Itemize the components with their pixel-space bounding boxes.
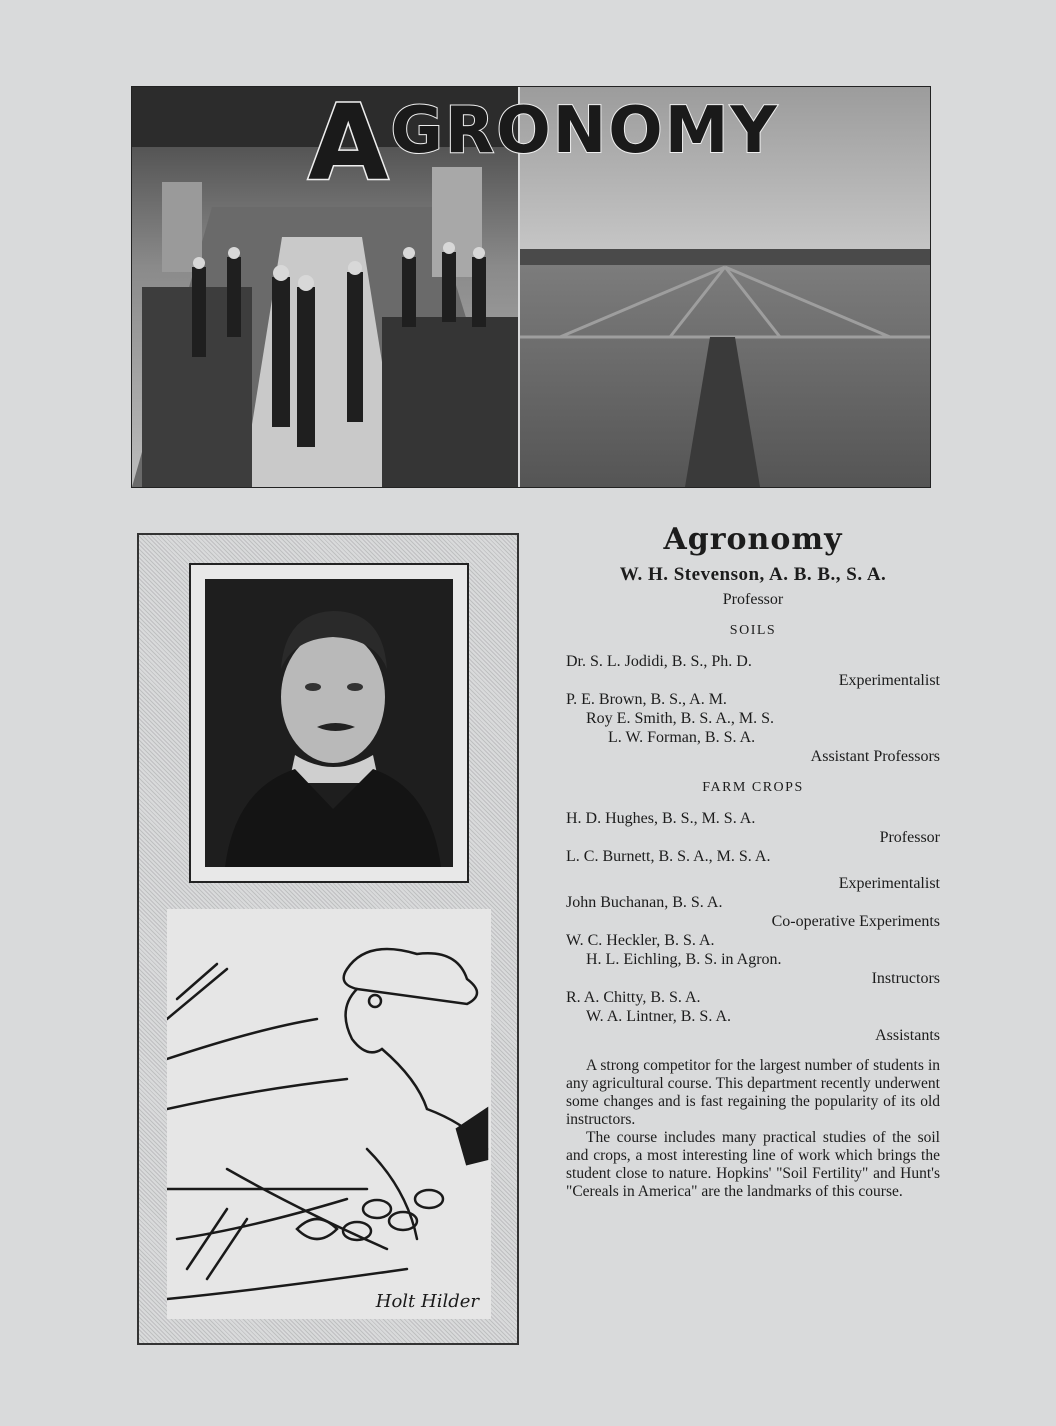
cartoon-signature: Holt Hilder	[375, 1291, 479, 1312]
banner-title-rest: GRONOMY	[390, 94, 779, 168]
banner-photos	[131, 86, 931, 488]
cartoon-panel	[167, 909, 491, 1319]
spacer	[566, 866, 940, 874]
faculty-name: H. D. Hughes, B. S., M. S. A.	[566, 810, 756, 827]
faculty-name: P. E. Brown, B. S., A. M.	[566, 691, 727, 708]
faculty-name: R. A. Chitty, B. S. A.	[566, 989, 701, 1006]
spacer	[566, 1045, 940, 1057]
section-heading-soils: SOILS	[729, 623, 777, 638]
section-heading-farm-crops: FARM CROPS	[702, 780, 804, 795]
faculty-role: Co-operative Experiments	[771, 913, 940, 930]
article-heading: Agronomy	[663, 522, 843, 557]
faculty-name: H. L. Eichling, B. S. in Agron.	[586, 951, 782, 968]
portrait-mat	[189, 563, 469, 883]
article-paragraph: The course includes many practical studies of the soil and crops, a most interesting line of work which brings the student close to nature. Hopkins' "Soil Fertility" and Hunt's "Cereals in America" are the landmarks of this course.	[566, 1129, 940, 1200]
article-paragraph: A strong competitor for the largest number of students in any agricultural course. This department recently underwent some changes and is fast regaining the popularity of its old instructors.	[566, 1057, 940, 1128]
farmer-cartoon-illustration	[167, 909, 491, 1319]
faculty-role: Instructors	[871, 970, 940, 987]
banner-title-initial: A	[308, 86, 391, 204]
faculty-name: Roy E. Smith, B. S. A., M. S.	[586, 710, 775, 727]
faculty-role: Professor	[879, 829, 940, 846]
head-professor-name: W. H. Stevenson, A. B. B., S. A.	[619, 564, 887, 585]
faculty-role: Assistant Professors	[810, 748, 940, 765]
faculty-name: Dr. S. L. Jodidi, B. S., Ph. D.	[566, 653, 752, 670]
faculty-name: W. A. Lintner, B. S. A.	[586, 1008, 731, 1025]
faculty-name: L. C. Burnett, B. S. A., M. S. A.	[566, 848, 771, 865]
banner-title	[308, 86, 779, 204]
portrait-cartoon-frame	[137, 533, 519, 1345]
faculty-role: Experimentalist	[838, 875, 940, 892]
faculty-article	[566, 522, 940, 1201]
faculty-role: Assistants	[875, 1027, 940, 1044]
faculty-name: W. C. Heckler, B. S. A.	[566, 932, 715, 949]
faculty-role: Experimentalist	[838, 672, 940, 689]
head-professor-title: Professor	[722, 591, 784, 608]
professor-portrait-photo	[205, 579, 453, 867]
faculty-name: John Buchanan, B. S. A.	[566, 894, 723, 911]
faculty-name: L. W. Forman, B. S. A.	[608, 729, 756, 746]
